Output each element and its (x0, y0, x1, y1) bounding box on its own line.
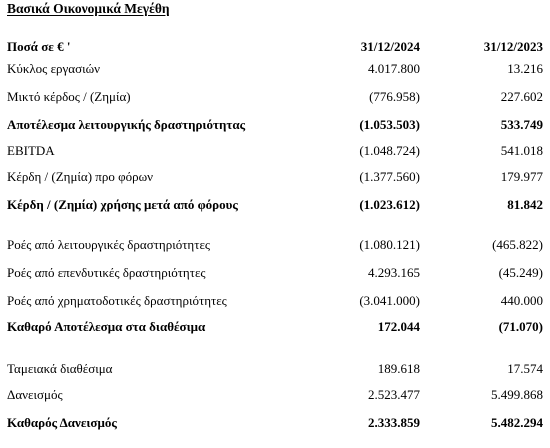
table-row (7, 236, 543, 254)
value-2024: 189.618 (377, 361, 420, 376)
header-col-2024: 31/12/2024 (360, 39, 420, 54)
row-label: Ροές από επενδυτικές δραστηριότητες (7, 265, 206, 280)
table-row (7, 88, 543, 106)
value-2023: 541.018 (500, 143, 543, 158)
value-2024: 2.523.477 (368, 387, 420, 402)
value-2023: 17.574 (507, 361, 543, 376)
row-label: Μικτό κέρδος / (Ζημία) (7, 89, 131, 104)
row-label: Κέρδη / (Ζημία) χρήσης μετά από φόρους (7, 197, 238, 212)
value-2023: 81.842 (507, 197, 543, 212)
table-row (7, 360, 543, 378)
value-2023: (465.822) (492, 237, 543, 252)
table-row (7, 60, 543, 78)
value-2024: (1.080.121) (359, 237, 420, 252)
row-label: EBITDA (7, 143, 55, 158)
header-col-2023: 31/12/2023 (483, 39, 543, 54)
row-label: Κύκλος εργασιών (7, 61, 101, 76)
value-2024: (3.041.000) (359, 293, 420, 308)
row-label: Δανεισμός (7, 387, 63, 402)
table-header-row (7, 38, 543, 56)
value-2024: (1.048.724) (359, 143, 420, 158)
value-2024: (776.958) (369, 89, 420, 104)
value-2024: 4.293.165 (368, 265, 420, 280)
table-row (7, 318, 543, 336)
financial-table (7, 0, 543, 448)
row-label: Ροές από λειτουργικές δραστηριότητες (7, 237, 211, 252)
value-2024: 2.333.859 (368, 415, 420, 430)
document-title: Βασικά Οικονομικά Μεγέθη (7, 1, 170, 16)
table-row (7, 196, 543, 214)
row-label: Ροές από χρηματοδοτικές δραστηριότητες (7, 293, 227, 308)
value-2024: 172.044 (377, 319, 420, 334)
row-label: Καθαρό Αποτέλεσμα στα διαθέσιμα (7, 319, 206, 334)
table-row (7, 142, 543, 160)
value-2023: 179.977 (500, 169, 543, 184)
value-2024: (1.023.612) (359, 197, 420, 212)
table-row (7, 264, 543, 282)
row-label: Κέρδη / (Ζημία) προ φόρων (7, 169, 154, 184)
value-2024: 4.017.800 (368, 61, 420, 76)
value-2023: 440.000 (500, 293, 543, 308)
header-amount-label: Ποσά σε € ' (7, 39, 71, 54)
value-2023: 533.749 (500, 117, 543, 132)
value-2023: 13.216 (507, 61, 543, 76)
row-label: Ταμειακά διαθέσιμα (7, 361, 113, 376)
value-2023: (71.070) (498, 319, 543, 334)
value-2023: (45.249) (498, 265, 543, 280)
value-2024: (1.377.560) (359, 169, 420, 184)
value-2023: 5.499.868 (491, 387, 543, 402)
row-label: Καθαρός Δανεισμός (7, 415, 117, 430)
table-row (7, 414, 543, 432)
table-row (7, 116, 543, 134)
row-label: Αποτέλεσμα λειτουργικής δραστηριότητας (7, 117, 246, 132)
table-row (7, 386, 543, 404)
table-row (7, 168, 543, 186)
value-2024: (1.053.503) (359, 117, 420, 132)
table-row (7, 292, 543, 310)
value-2023: 227.602 (500, 89, 543, 104)
value-2023: 5.482.294 (491, 415, 543, 430)
